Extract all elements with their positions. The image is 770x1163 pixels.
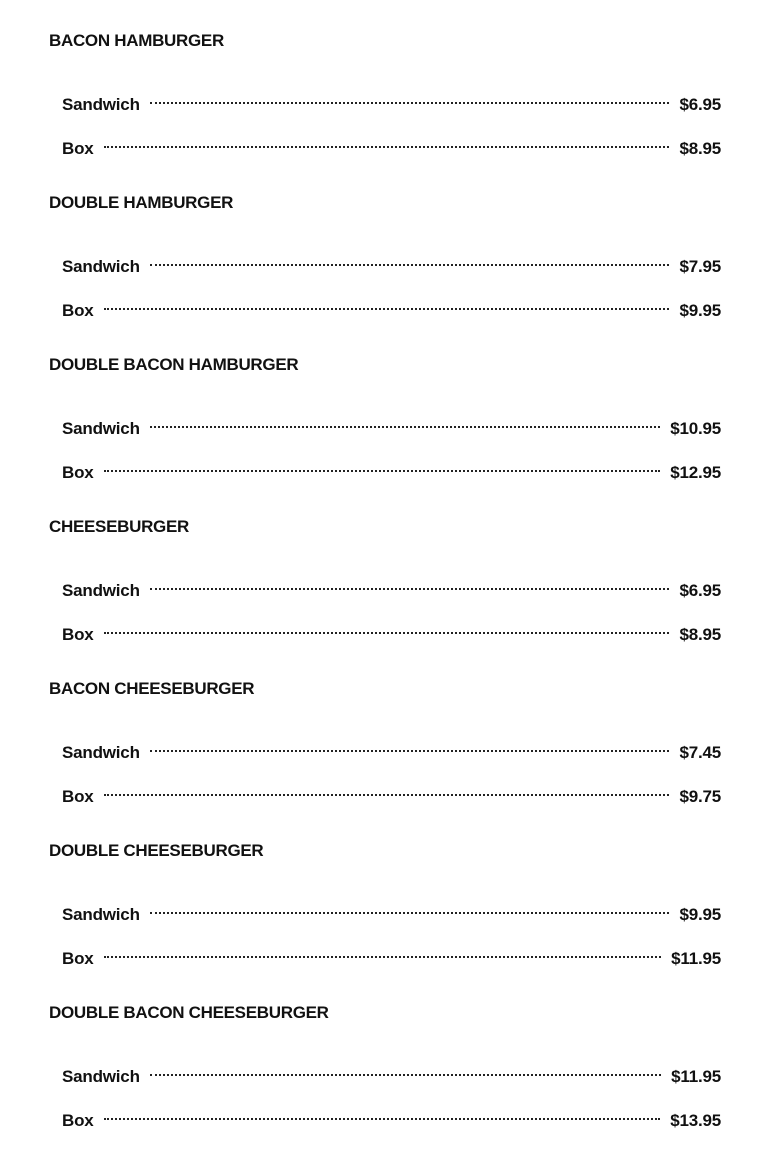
menu-item [62,731,721,775]
item-name: Box [62,1111,94,1130]
item-price: $8.95 [679,139,721,158]
item-name: Sandwich [62,743,140,762]
dot-leader [104,470,661,472]
item-name: Box [62,949,94,968]
menu-item [62,1055,721,1099]
menu-item [62,613,721,657]
item-price: $7.95 [679,257,721,276]
item-price: $6.95 [679,95,721,114]
section-items [0,407,770,495]
menu-item [62,775,721,819]
section-title: DOUBLE CHEESEBURGER [49,841,264,860]
menu-item [62,451,721,495]
item-name: Sandwich [62,419,140,438]
dot-leader [104,956,662,958]
menu-item [62,245,721,289]
item-price: $6.95 [679,581,721,600]
section-title: CHEESEBURGER [49,517,189,536]
menu-item [62,83,721,127]
menu-item [62,127,721,171]
item-name: Box [62,301,94,320]
menu-section [0,515,770,677]
item-price: $9.75 [679,787,721,806]
dot-leader [150,750,670,752]
section-title: DOUBLE BACON HAMBURGER [49,355,299,374]
dot-leader [104,794,670,796]
item-name: Box [62,139,94,158]
section-title: DOUBLE BACON CHEESEBURGER [49,1003,329,1022]
item-price: $7.45 [679,743,721,762]
menu-item [62,937,721,981]
dot-leader [104,632,670,634]
item-price: $13.95 [670,1111,721,1130]
menu-item [62,1099,721,1143]
menu-item [62,407,721,451]
item-name: Box [62,463,94,482]
section-items [0,245,770,333]
menu-section [0,839,770,1001]
dot-leader [150,102,670,104]
section-items [0,569,770,657]
item-name: Sandwich [62,95,140,114]
menu-section [0,29,770,191]
dot-leader [150,912,670,914]
item-price: $11.95 [671,949,721,968]
item-name: Sandwich [62,905,140,924]
dot-leader [150,426,660,428]
item-price: $9.95 [679,301,721,320]
menu-item [62,289,721,333]
item-name: Sandwich [62,581,140,600]
item-name: Sandwich [62,1067,140,1086]
dot-leader [150,264,670,266]
menu-item [62,893,721,937]
section-title: BACON CHEESEBURGER [49,679,255,698]
dot-leader [150,588,670,590]
section-title: DOUBLE HAMBURGER [49,193,234,212]
section-items [0,893,770,981]
dot-leader [104,146,670,148]
menu-section [0,353,770,515]
menu-item [62,569,721,613]
menu-section [0,1001,770,1163]
item-name: Sandwich [62,257,140,276]
item-price: $9.95 [679,905,721,924]
item-name: Box [62,625,94,644]
section-items [0,83,770,171]
menu-section [0,191,770,353]
menu-section [0,677,770,839]
dot-leader [150,1074,661,1076]
item-price: $10.95 [670,419,721,438]
dot-leader [104,308,670,310]
item-price: $8.95 [679,625,721,644]
item-price: $12.95 [670,463,721,482]
item-name: Box [62,787,94,806]
dot-leader [104,1118,661,1120]
item-price: $11.95 [671,1067,721,1086]
section-title: BACON HAMBURGER [49,31,224,50]
section-items [0,1055,770,1143]
section-items [0,731,770,819]
